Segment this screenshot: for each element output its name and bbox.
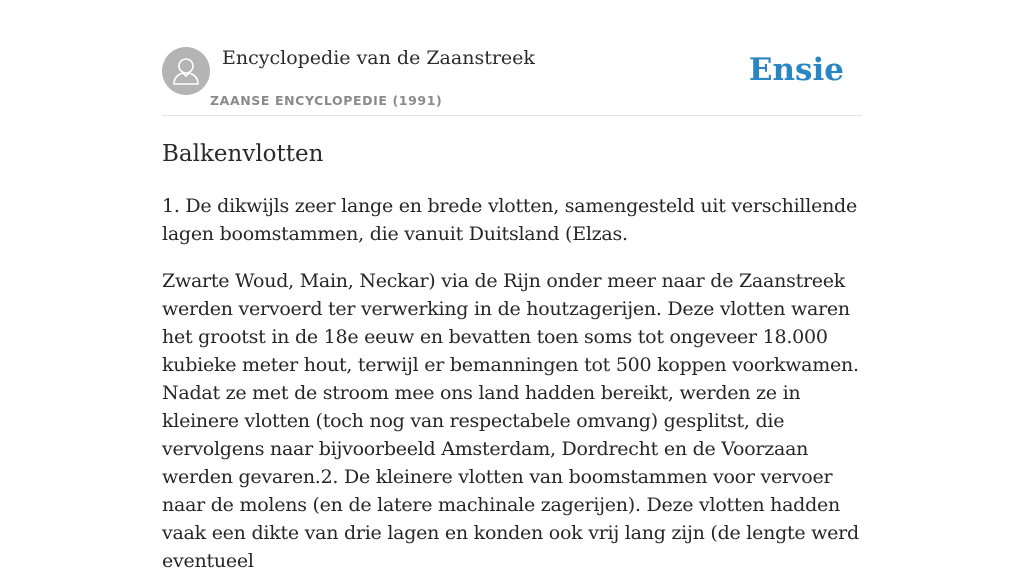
entry-title: Balkenvlotten	[162, 141, 324, 167]
header-divider	[162, 115, 862, 116]
user-icon	[162, 47, 210, 95]
entry-page	[162, 0, 862, 572]
entry-paragraph: Zwarte Woud, Main, Neckar) via de Rijn onder meer naar de Zaanstreek werden vervoerd ter verwerking in de houtzagerijen. Deze vlotten waren het grootst in de 18e eeuw en bevatten toen soms tot ongeveer 18.000 kubieke meter hout, terwijl er bemanningen tot 500 koppen voorkwamen. Nadat ze met de stroom mee ons land hadden bereikt, werden ze in kleinere vlotten (toch nog van respectabele omvang) gesplitst, die vervolgens naar bijvoorbeeld Amsterdam, Dordrecht en de Voorzaan werden gevaren.2. De kleinere vlotten van boomstammen voor vervoer naar de molens (en de latere machinale zagerijen). Deze vlotten hadden vaak een dikte van drie lagen en konden ook vrij lang zijn (de lengte werd eventueel	[162, 270, 859, 572]
dictionary-title[interactable]: Encyclopedie van de Zaanstreek	[222, 47, 535, 69]
ensie-logo-link[interactable]: Ensie	[748, 52, 844, 88]
entry-paragraph: 1. De dikwijls zeer lange en brede vlotten, samengesteld uit verschillende lagen boomstammen, die vanuit Duitsland (Elzas.	[162, 195, 857, 245]
dictionary-avatar[interactable]	[162, 47, 210, 95]
dictionary-subtitle: ZAANSE ENCYCLOPEDIE (1991)	[210, 93, 443, 108]
